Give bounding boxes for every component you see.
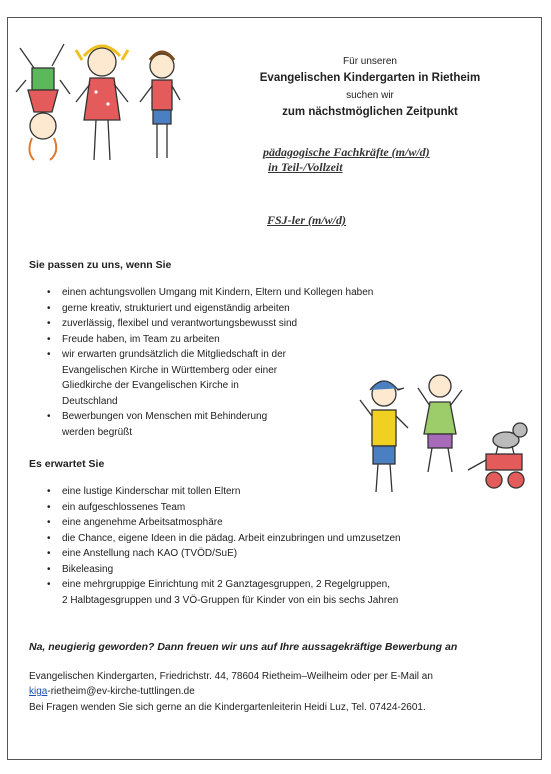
contact-address: Evangelischen Kindergarten, Friedrichstr. 44, 78604 Rietheim–Weilheim oder per E-Mail an bbox=[29, 671, 433, 682]
list-item bbox=[29, 285, 373, 301]
list-item-text: Gliedkirche der Evangelischen Kirche in bbox=[62, 380, 239, 391]
header-line-2: Evangelischen Kindergarten in Rietheim bbox=[259, 72, 481, 84]
list-item-text: • einen achtungsvollen Umgang mit Kindern, Eltern und Kollegen haben bbox=[62, 287, 374, 298]
email-link[interactable]: kiga bbox=[29, 686, 48, 697]
list-item bbox=[29, 500, 401, 516]
list-item bbox=[29, 562, 401, 578]
job-title-2: in Teil-/Vollzeit bbox=[268, 160, 343, 174]
list-item-text: • Bewerbungen von Menschen mit Behinderung bbox=[62, 411, 268, 422]
list-item-text: Deutschland bbox=[62, 395, 118, 407]
list-item bbox=[29, 347, 373, 409]
header-line-4: zum nächstmöglichen Zeitpunkt bbox=[282, 106, 458, 118]
section-title-2: Es erwartet Sie bbox=[29, 458, 105, 470]
list-item bbox=[29, 332, 373, 348]
section-title-1: Sie passen zu uns, wenn Sie bbox=[29, 259, 172, 271]
list-item-text: • zuverlässig, flexibel und verantwortungsbewusst sind bbox=[62, 318, 298, 329]
list-item-text: • gerne kreativ, strukturiert und eigenständig arbeiten bbox=[62, 302, 290, 314]
email-rest: -rietheim@ev-kirche-tuttlingen.de bbox=[47, 686, 195, 697]
contact-email bbox=[29, 686, 195, 697]
list-item-text: • wir erwarten grundsätzlich die Mitgliedschaft in der bbox=[62, 349, 286, 360]
list-item-text: • ein aufgeschlossenes Team bbox=[62, 501, 186, 513]
list-item bbox=[29, 515, 401, 531]
call-to-action: Na, neugierig geworden? Dann freuen wir uns auf Ihre aussagekräftige Bewerbung an bbox=[29, 641, 458, 653]
list-item-text: • eine mehrgruppige Einrichtung mit 2 Ganztagesgruppen, 2 Regelgruppen, bbox=[62, 579, 390, 590]
list-item-text: • eine lustige Kinderschar mit tollen Eltern bbox=[62, 486, 241, 497]
list-item bbox=[29, 577, 401, 608]
kids-illustration-right bbox=[356, 372, 536, 497]
list-item-text: • Freude haben, im Team zu arbeiten bbox=[62, 333, 220, 345]
list-item-text: werden begrüßt bbox=[62, 426, 133, 438]
list-item-text: • eine angenehme Arbeitsatmosphäre bbox=[62, 517, 223, 528]
list-item bbox=[29, 316, 373, 332]
list-item-text: • die Chance, eigene Ideen in die pädag. Arbeit einzubringen und umzusetzen bbox=[62, 532, 401, 544]
list-item-text: 2 Halbtagesgruppen und 3 VÖ-Gruppen für Kinder von ein bis sechs Jahren bbox=[62, 594, 399, 606]
header-line-1: Für unseren bbox=[343, 56, 397, 67]
offer-list bbox=[29, 484, 401, 608]
job-title-1: pädagogische Fachkräfte (m/w/d) bbox=[263, 145, 430, 159]
list-item bbox=[29, 546, 401, 562]
requirements-list bbox=[29, 285, 373, 440]
list-item bbox=[29, 301, 373, 317]
list-item bbox=[29, 484, 401, 500]
list-item bbox=[29, 531, 401, 547]
list-item bbox=[29, 409, 373, 440]
list-item-text: Evangelischen Kirche in Württemberg oder einer bbox=[62, 364, 278, 376]
contact-questions: Bei Fragen wenden Sie sich gerne an die Kindergartenleiterin Heidi Luz, Tel. 07424-2601. bbox=[29, 702, 426, 713]
header-line-3: suchen wir bbox=[346, 90, 394, 101]
header-block bbox=[230, 56, 510, 126]
job-title-3: FSJ-ler (m/w/d) bbox=[267, 213, 347, 227]
list-item-text: • Bikeleasing bbox=[62, 563, 114, 575]
kids-illustration-top bbox=[12, 40, 182, 168]
list-item-text: • eine Anstellung nach KAO (TVÖD/SuE) bbox=[62, 548, 238, 559]
